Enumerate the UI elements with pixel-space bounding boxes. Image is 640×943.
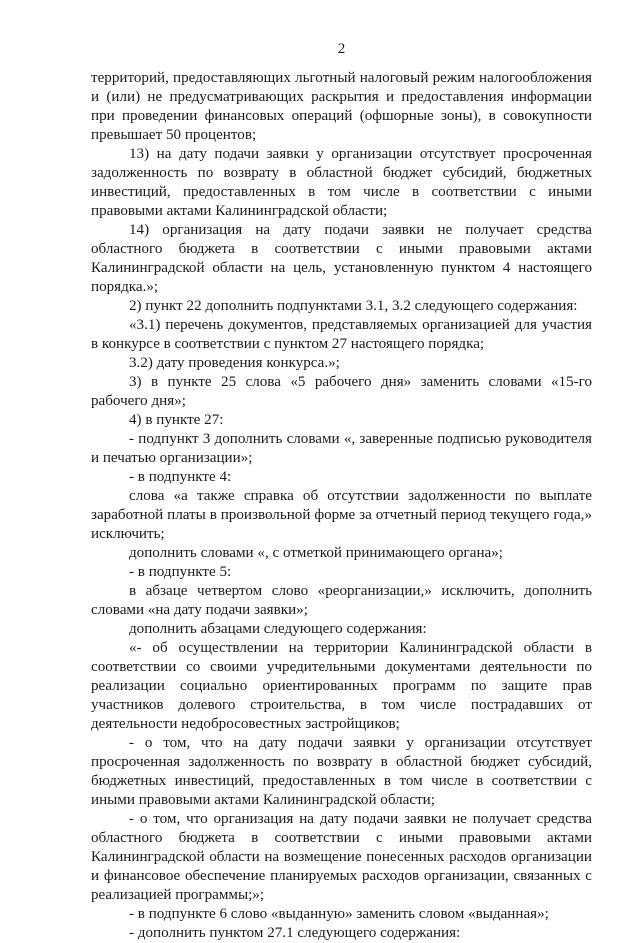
page-number: 2	[337, 41, 346, 57]
paragraph: - дополнить пунктом 27.1 следующего содержания:	[129, 925, 461, 941]
paragraph: - в подпункте 4:	[129, 469, 232, 485]
paragraph: - о том, что на дату подачи заявки у организации отсутствует просроченная задолженность по возврату в областной бюджет субсидий, бюджетных инвестиций, предоставленных в том числе в соответствии с иными правовыми актами Калининградской области;	[91, 735, 592, 808]
paragraph: дополнить абзацами следующего содержания:	[129, 621, 427, 637]
paragraph: слова «а также справка об отсутствии задолженности по выплате заработной платы в произвольной форме за отчетный период текущего года,» исключить;	[91, 488, 592, 542]
paragraph: территорий, предоставляющих льготный налоговый режим налогообложения и (или) не предусматривающих раскрытия и предоставления информации при проведении финансовых операций (офшорные зоны), в совокупности превышает 50 процентов;	[91, 70, 592, 143]
paragraph: - о том, что организация на дату подачи заявки не получает средства областного бюджета в соответствии с иными правовыми актами Калининградской области на возмещение понесенных расходов организации и финансовое обеспечение планируемых расходов организации, связанных с реализацией программы;»;	[91, 811, 592, 903]
paragraph: - в подпункте 6 слово «выданную» заменить словом «выданная»;	[129, 906, 549, 922]
paragraph: 3.2) дату проведения конкурса.»;	[129, 355, 340, 371]
paragraph: 2) пункт 22 дополнить подпунктами 3.1, 3.2 следующего содержания:	[129, 298, 578, 314]
document-body	[91, 69, 592, 943]
paragraph: 4) в пункте 27:	[129, 412, 224, 428]
paragraph: 3) в пункте 25 слова «5 рабочего дня» заменить словами «15-го рабочего дня»;	[91, 374, 592, 409]
paragraph: 13) на дату подачи заявки у организации отсутствует просроченная задолженность по возврату в областной бюджет субсидий, бюджетных инвестиций, предоставленных в том числе в соответствии с иными правовыми актами Калининградской области;	[91, 146, 592, 219]
paragraph: «3.1) перечень документов, представляемых организацией для участия в конкурсе в соответствии с пунктом 27 настоящего порядка;	[91, 317, 592, 352]
paragraph: - подпункт 3 дополнить словами «, заверенные подписью руководителя и печатью организации»;	[91, 431, 592, 466]
paragraph: в абзаце четвертом слово «реорганизации,» исключить, дополнить словами «на дату подачи заявки»;	[91, 583, 592, 618]
paragraph: - в подпункте 5:	[129, 564, 232, 580]
paragraph: дополнить словами «, с отметкой принимающего органа»;	[129, 545, 503, 561]
paragraph: «- об осуществлении на территории Калининградской области в соответствии со своими учредительными документами деятельности по реализации социально ориентированных программ по защите прав участников долевого строительства, в том числе пострадавших от деятельности недобросовестных застройщиков;	[91, 640, 592, 732]
paragraph: 14) организация на дату подачи заявки не получает средства областного бюджета в соответствии с иными правовыми актами Калининградской области на цель, установленную пунктом 4 настоящего порядка.»;	[91, 222, 592, 295]
